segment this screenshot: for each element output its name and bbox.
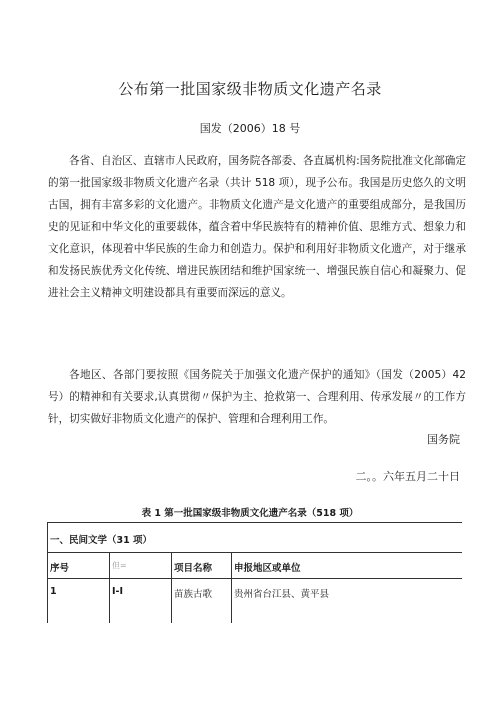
table-header-row [48, 553, 462, 579]
header-region: 申报地区或单位 [234, 563, 301, 574]
category-row [48, 523, 462, 553]
row-code: I-I [110, 579, 172, 623]
row-region: 贵州省台江县、黄平县 [234, 589, 330, 600]
document-title: 公布第一批国家级非物质文化遗产名录 [118, 80, 382, 98]
issue-date: 二。。六年五月二十日 [355, 470, 460, 483]
header-serial: 序号 [48, 553, 110, 578]
table-caption: 表 1 第一批国家级非物质文化遗产名录（518 项） [141, 508, 359, 519]
header-code: 但= [110, 553, 172, 578]
table-row [48, 579, 462, 623]
category-label: 一、民间文学（31 项） [50, 535, 153, 546]
header-project-name: 项目名称 [172, 553, 232, 578]
row-project-name: 苗族古歌 [172, 579, 232, 623]
body-paragraph-1: 各省、自治区、直辖市人民政府，国务院各部委、各直属机构:国务院批准文化部确定的第一批国家级非物质文化遗产名录（共计 518 项），现予公布。我国是历史悠久的文明古国，拥有丰富多彩的文化遗产。非物质文化遗产是文化遗产的重要组成部分，是我国历史的见证和中华文化的重要载体，蕴含着中华民族特有的精神价值、思维方式、想象力和文化意识，体现着中华民族的生命力和创造力。保护和利用好非物质文化遗产，对于继承和发扬民族优秀文化传统、增进民族团结和维护国家统一、增强民族自信心和凝聚力、促进社会主义精神文明建设都具有重要而深远的意义。 [48, 155, 466, 299]
signatory: 国务院 [427, 433, 460, 446]
document-number: 国发（2006）18 号 [199, 122, 301, 135]
heritage-table [47, 522, 462, 623]
body-paragraph-2: 各地区、各部门要按照《国务院关于加强文化遗产保护的通知》（国发（2005）42 号）的精神和有关要求,认真贯彻〃保护为主、抢救第一、合理利用、传承发展〃的工作方针，切实做好非物质文化遗产的保护、管理和合理利用工作。 [48, 369, 466, 425]
row-serial: 1 [48, 579, 110, 623]
